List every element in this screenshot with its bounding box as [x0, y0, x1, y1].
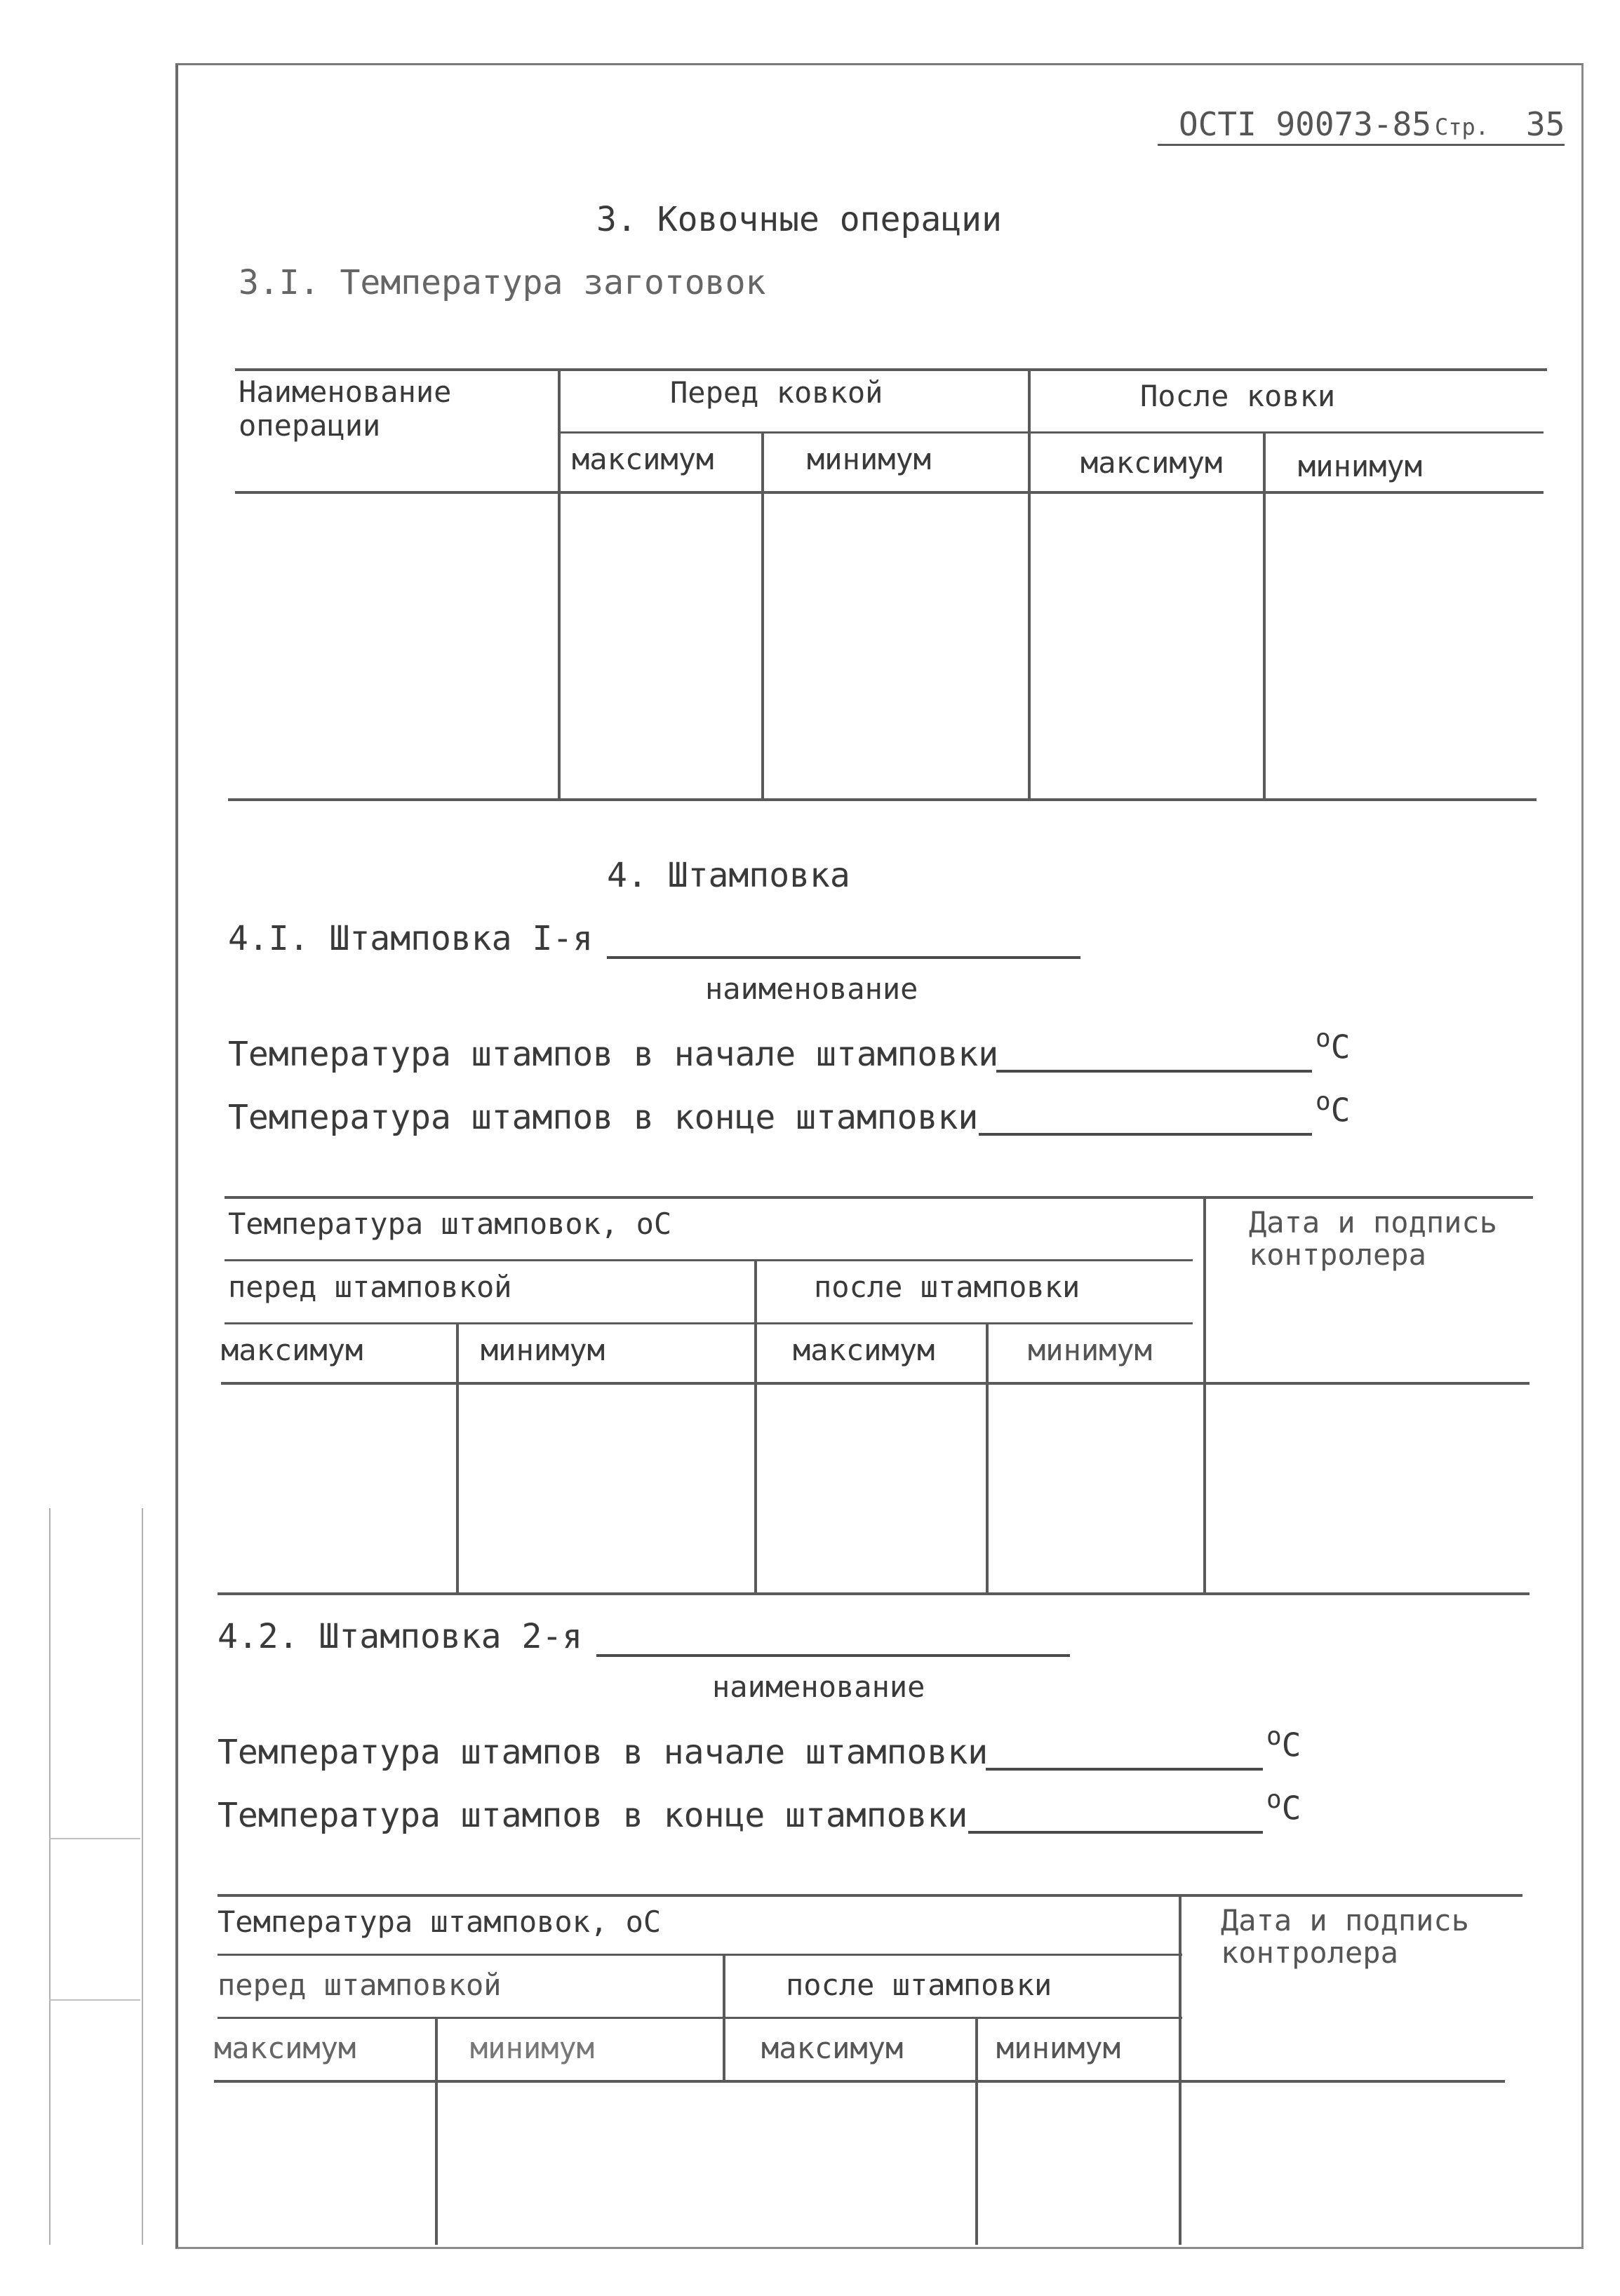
table-border	[986, 1322, 989, 1592]
table-border	[761, 431, 764, 800]
col-after-min: минимум	[1298, 449, 1423, 483]
col-before-max: максимум	[214, 2031, 356, 2065]
table-title: Температура штамповок, оС	[228, 1207, 672, 1241]
table-border	[217, 1894, 1522, 1897]
stamping2-temp-start-label: Температура штампов в начале штамповки	[217, 1733, 989, 1772]
col-group-before-stamping: перед штамповкой	[217, 1968, 502, 2002]
stamping2-temp-start-unit: $^о$С	[1266, 1722, 1301, 1764]
stamping2-temp-end-field[interactable]	[968, 1796, 1263, 1834]
table-border	[235, 368, 1547, 371]
col-before-max: максимум	[221, 1333, 363, 1367]
binding-strip-divider	[49, 1838, 140, 1839]
col-after-max: максимум	[793, 1333, 935, 1367]
table-border	[1179, 1894, 1181, 2245]
col-group-after-stamping: после штамповки	[786, 1968, 1052, 2002]
table-border	[235, 491, 1544, 494]
col-before-min: минимум	[481, 1333, 605, 1367]
section3-subtitle: 3.I. Температура заготовок	[239, 263, 766, 302]
table-border	[1263, 431, 1266, 800]
table-border	[225, 1322, 1193, 1324]
col-group-before-stamping: перед штамповкой	[228, 1270, 512, 1304]
stamping1-temp-start-unit: $^о$С	[1316, 1024, 1351, 1066]
table-border	[754, 1259, 757, 1592]
standard-code: ОСТI 90073-85	[1179, 105, 1432, 143]
stamping2-name-caption: наименование	[712, 1670, 925, 1704]
table-border	[225, 1196, 1533, 1199]
col-before-min: минимум	[470, 2031, 595, 2065]
table-border	[975, 2017, 978, 2245]
stamping2-temp-start-field[interactable]	[986, 1733, 1263, 1771]
table-border	[228, 798, 1537, 801]
table-border	[435, 2017, 438, 2245]
binding-strip	[49, 1508, 143, 2245]
table-border	[214, 2080, 1505, 2083]
stamping2-temp-end-unit: $^о$С	[1266, 1785, 1301, 1827]
table-border	[1203, 1196, 1206, 1592]
table-border	[217, 1592, 1529, 1595]
section3-title: 3. Ковочные операции	[596, 200, 1002, 239]
table-border	[723, 1954, 725, 2080]
binding-strip-divider	[49, 1999, 140, 2001]
table-border	[558, 368, 561, 800]
signature-column: Дата и подпись контролера	[1221, 1903, 1470, 1970]
stamping2-heading: 4.2. Штамповка 2-я	[217, 1617, 583, 1656]
col-before-min: минимум	[807, 442, 932, 476]
table-border	[456, 1322, 459, 1592]
stamping1-temp-start-field[interactable]	[996, 1035, 1312, 1073]
stamping1-temp-end-unit: $^о$С	[1316, 1087, 1351, 1129]
stamping2-name-field[interactable]	[596, 1613, 1070, 1657]
table-border	[225, 1259, 1193, 1261]
signature-column: Дата и подпись контролера	[1249, 1205, 1498, 1272]
col-operation-name: Наименование операции	[239, 375, 452, 443]
table-title: Температура штамповок, оС	[217, 1905, 662, 1939]
stamping1-temp-end-field[interactable]	[979, 1098, 1312, 1136]
col-group-after-forging: После ковки	[1140, 379, 1336, 413]
table-border	[1028, 368, 1031, 800]
col-after-max: максимум	[1080, 445, 1223, 480]
stamping1-temp-end-label: Температура штампов в конце штамповки	[228, 1098, 979, 1137]
col-after-min: минимум	[1028, 1333, 1153, 1367]
stamping1-heading: 4.I. Штамповка I-я	[228, 919, 594, 958]
col-after-min: минимум	[996, 2031, 1121, 2065]
table-border	[558, 431, 1544, 434]
stamping1-temp-start-label: Температура штампов в начале штамповки	[228, 1035, 999, 1074]
header-underline	[1158, 144, 1565, 146]
col-group-before-forging: Перед ковкой	[670, 375, 883, 410]
section4-title: 4. Штамповка	[607, 856, 850, 895]
stamping1-name-field[interactable]	[607, 915, 1080, 959]
page-number: 35	[1526, 105, 1565, 143]
table-border	[221, 1382, 1529, 1385]
stamping1-name-caption: наименование	[705, 972, 918, 1006]
col-group-after-stamping: после штамповки	[814, 1270, 1080, 1304]
stamping2-temp-end-label: Температура штампов в конце штамповки	[217, 1796, 968, 1835]
col-before-max: максимум	[572, 442, 714, 476]
table-border	[217, 2017, 1182, 2019]
col-after-max: максимум	[761, 2031, 904, 2065]
table-border	[217, 1954, 1182, 1956]
page-label: Стр.	[1435, 114, 1490, 140]
